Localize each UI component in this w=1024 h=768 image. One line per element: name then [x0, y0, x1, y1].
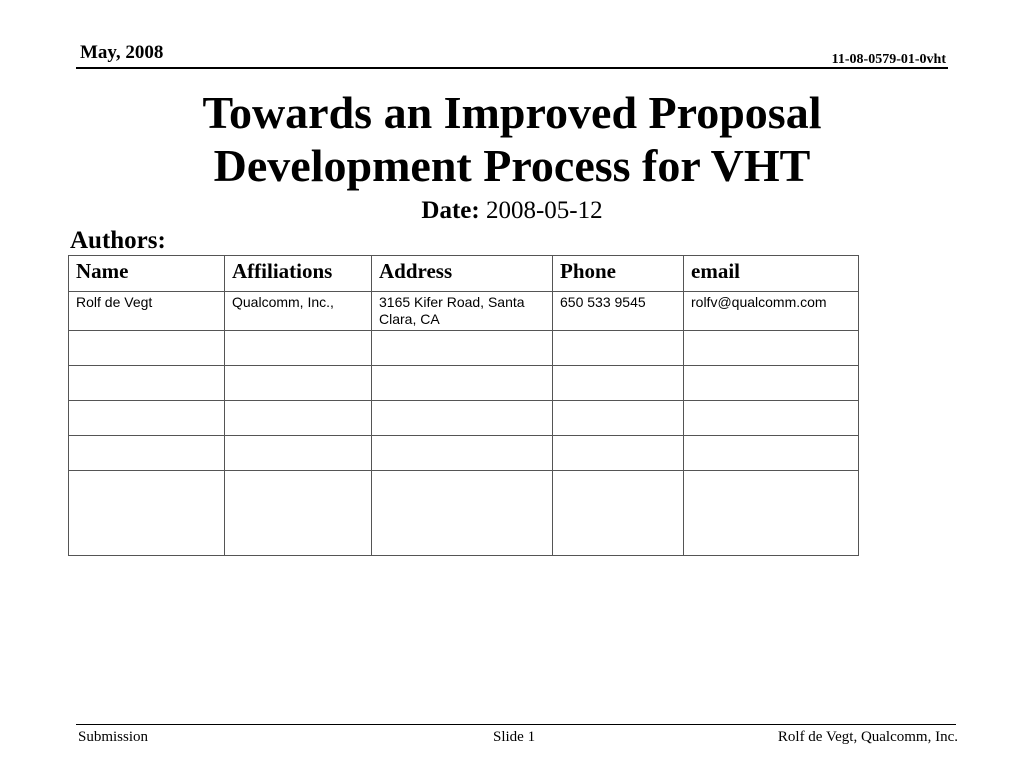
- cell-email: [684, 331, 859, 366]
- cell-email: rolfv@qualcomm.com: [684, 292, 859, 331]
- table-row: [69, 331, 859, 366]
- title-line-1: Towards an Improved Proposal: [202, 87, 822, 138]
- cell-address: [372, 331, 553, 366]
- footer-slide-number: Slide 1: [493, 729, 536, 745]
- cell-address: [372, 401, 553, 436]
- date-label: Date:: [421, 197, 480, 224]
- cell-affiliation: Qualcomm, Inc.,: [225, 292, 372, 331]
- header-divider: [76, 67, 948, 69]
- header-email: email: [684, 256, 859, 292]
- cell-affiliation: [225, 471, 372, 556]
- date-value: 2008-05-12: [485, 197, 603, 224]
- cell-phone: 650 533 9545: [553, 292, 684, 331]
- date-line: [0, 197, 1024, 225]
- table-row: [69, 436, 859, 471]
- cell-address: [372, 471, 553, 556]
- table-row: [69, 401, 859, 436]
- cell-affiliation: [225, 366, 372, 401]
- table-header-row: [69, 256, 859, 292]
- cell-address: [372, 366, 553, 401]
- table-row: [69, 471, 859, 556]
- header-affiliations: Affiliations: [225, 256, 372, 292]
- cell-address: [372, 436, 553, 471]
- footer-author: Rolf de Vegt, Qualcomm, Inc.: [777, 729, 958, 745]
- cell-name: Rolf de Vegt: [69, 292, 225, 331]
- cell-name: [69, 401, 225, 436]
- cell-phone: [553, 401, 684, 436]
- cell-address: 3165 Kifer Road, Santa Clara, CA: [372, 292, 553, 331]
- title-line-2: Development Process for VHT: [213, 140, 811, 191]
- authors-label: Authors:: [70, 227, 166, 254]
- footer-submission: Submission: [78, 729, 149, 745]
- cell-phone: [553, 436, 684, 471]
- cell-name: [69, 366, 225, 401]
- table-row: [69, 366, 859, 401]
- header-phone: Phone: [553, 256, 684, 292]
- header-doc-number: 11-08-0579-01-0vht: [831, 52, 946, 67]
- cell-affiliation: [225, 436, 372, 471]
- table-row: [69, 292, 859, 331]
- cell-name: [69, 436, 225, 471]
- cell-email: [684, 471, 859, 556]
- slide-title: [0, 86, 1024, 192]
- cell-phone: [553, 471, 684, 556]
- cell-email: [684, 436, 859, 471]
- cell-phone: [553, 331, 684, 366]
- authors-table: [68, 255, 859, 556]
- footer-divider: [76, 724, 956, 725]
- cell-affiliation: [225, 331, 372, 366]
- header-name: Name: [69, 256, 225, 292]
- cell-phone: [553, 366, 684, 401]
- cell-affiliation: [225, 401, 372, 436]
- header-address: Address: [372, 256, 553, 292]
- cell-email: [684, 401, 859, 436]
- cell-name: [69, 471, 225, 556]
- cell-name: [69, 331, 225, 366]
- cell-email: [684, 366, 859, 401]
- header-date: May, 2008: [80, 42, 164, 63]
